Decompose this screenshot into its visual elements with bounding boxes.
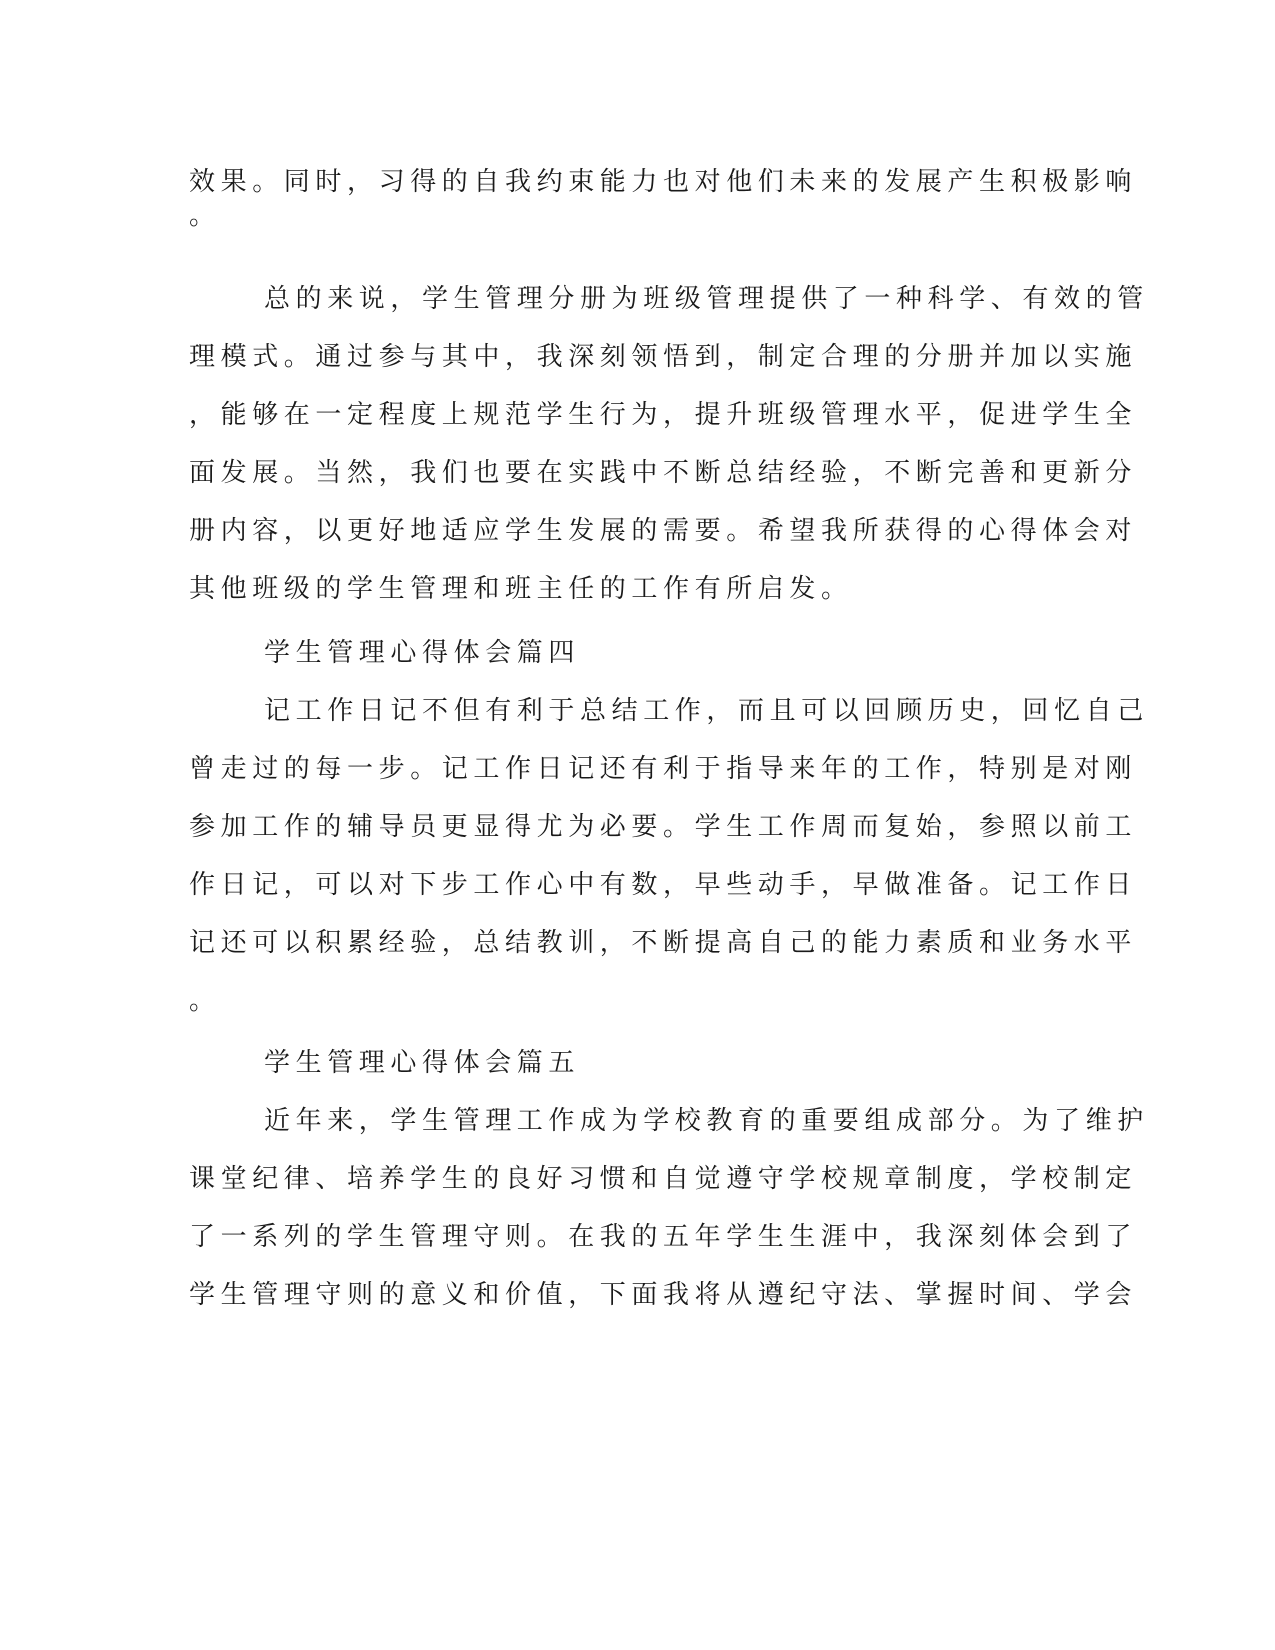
paragraph-line: 参加工作的辅导员更显得尤为必要。学生工作周而复始，参照以前工 <box>189 812 1138 842</box>
paragraph-line: 。 <box>189 986 221 1016</box>
paragraph-line: 了一系列的学生管理守则。在我的五年学生生涯中，我深刻体会到了 <box>189 1222 1138 1252</box>
paragraph-line: 作日记，可以对下步工作心中有数，早些动手，早做准备。记工作日 <box>189 870 1138 900</box>
paragraph-line: 其他班级的学生管理和班主任的工作有所启发。 <box>189 574 853 604</box>
section-heading: 学生管理心得体会篇四 <box>264 638 581 668</box>
paragraph-line: 。 <box>189 201 221 231</box>
paragraph-line: 学生管理守则的意义和价值，下面我将从遵纪守法、掌握时间、学会 <box>189 1280 1138 1310</box>
paragraph-line: 效果。同时，习得的自我约束能力也对他们未来的发展产生积极影响 <box>189 167 1138 197</box>
paragraph-line: 课堂纪律、培养学生的良好习惯和自觉遵守学校规章制度，学校制定 <box>189 1164 1138 1194</box>
paragraph-line: 曾走过的每一步。记工作日记还有利于指导来年的工作，特别是对刚 <box>189 754 1138 784</box>
paragraph-line: 面发展。当然，我们也要在实践中不断总结经验，不断完善和更新分 <box>189 458 1138 488</box>
paragraph-line: 理模式。通过参与其中，我深刻领悟到，制定合理的分册并加以实施 <box>189 342 1138 372</box>
paragraph-line: 记还可以积累经验，总结教训，不断提高自己的能力素质和业务水平 <box>189 928 1138 958</box>
paragraph-line: 记工作日记不但有利于总结工作，而且可以回顾历史，回忆自己 <box>264 696 1149 726</box>
section-heading: 学生管理心得体会篇五 <box>264 1048 581 1078</box>
paragraph-line: ，能够在一定程度上规范学生行为，提升班级管理水平，促进学生全 <box>189 400 1138 430</box>
paragraph-line: 册内容，以更好地适应学生发展的需要。希望我所获得的心得体会对 <box>189 516 1138 546</box>
paragraph-line: 近年来，学生管理工作成为学校教育的重要组成部分。为了维护 <box>264 1106 1149 1136</box>
paragraph-line: 总的来说，学生管理分册为班级管理提供了一种科学、有效的管 <box>264 284 1149 314</box>
